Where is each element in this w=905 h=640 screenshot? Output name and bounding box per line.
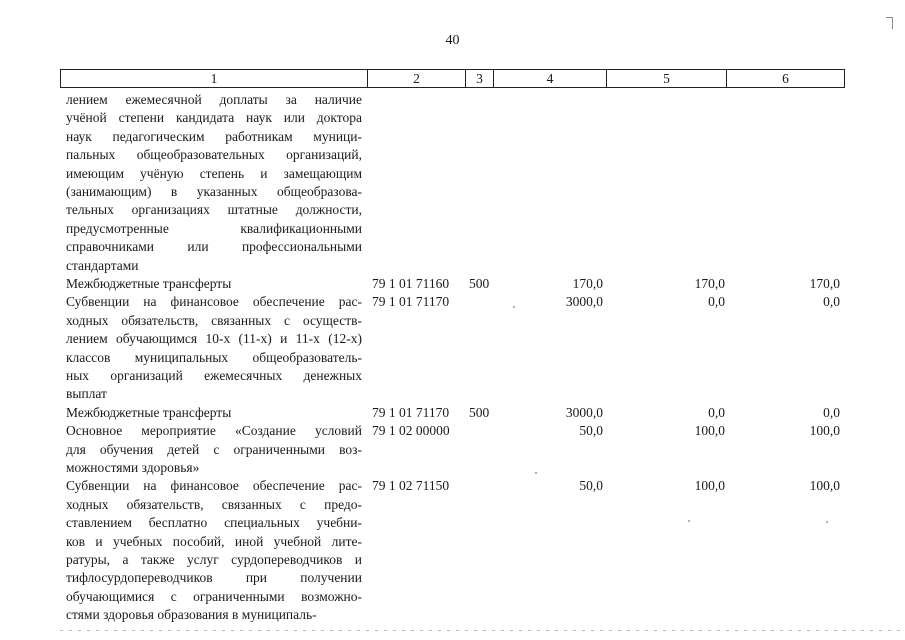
description-line: ходных обязательств, связанных с предо- [66,496,362,512]
table-row [0,404,905,422]
value-col-4: 50,0 [579,478,603,494]
description-line: тифлосурдопереводчиков при получении [66,570,362,586]
value-col-5: 100,0 [694,423,725,439]
value-col-6: 0,0 [823,294,840,310]
description-line: можностями здоровья» [66,460,200,475]
target-code: 79 1 01 71160 [372,276,450,291]
row-description [66,477,362,624]
row-description [66,293,362,403]
description-line: Межбюджетные трансферты [66,404,232,420]
description-line: выплат [66,386,107,402]
description-line: наук педагогическим работникам муници- [66,128,362,144]
value-col-5: 0,0 [708,294,725,310]
row-description [66,91,362,275]
value-col-5: 170,0 [694,276,725,291]
description-line: учёной степени кандидата наук или доктора [66,110,362,126]
header-col-1: 1 [61,70,368,87]
header-col-6: 6 [782,71,789,86]
scan-edge-line [60,630,900,631]
value-col-6: 0,0 [823,404,840,420]
description-line: ных организаций ежемесячных денежных [66,368,362,384]
table-row [0,477,905,624]
scan-speck [826,521,828,523]
description-line: Субвенции на финансовое обеспечение рас- [66,294,362,310]
description-line: ставлением бесплатно специальных учебни- [66,515,362,531]
description-line: стями здоровья образования в муниципаль- [66,607,317,623]
description-line: тельных организациях штатные должности, [66,202,362,218]
row-description [66,275,362,293]
value-col-5: 0,0 [708,404,725,420]
description-line: стандартами [66,257,139,273]
description-line: обучающимися с ограниченными возможно- [66,588,362,604]
description-line: Субвенции на финансовое обеспечение рас- [66,478,362,494]
value-col-6: 170,0 [809,276,840,291]
scan-speck [535,472,537,474]
description-line: предусмотренные квалификационными [66,220,362,236]
table-row [0,293,905,403]
target-code: 79 1 01 71170 [372,404,450,420]
page-number: 40 [445,33,460,48]
scan-speck [688,520,690,522]
value-col-4: 3000,0 [565,294,603,310]
description-line: (занимающим) в указанных общеобразова- [66,184,362,200]
target-code: 79 1 02 00000 [372,423,450,439]
table-row [0,91,905,275]
target-code: 79 1 02 71150 [372,478,450,494]
value-col-6: 100,0 [809,423,840,439]
expense-type: 500 [469,276,490,291]
row-description [66,404,362,422]
value-col-4: 170,0 [572,276,603,291]
scan-corner-mark [886,17,893,29]
description-line: классов муниципальных общеобразователь- [66,349,362,365]
description-line: пальных общеобразовательных организаций, [66,147,362,163]
header-col-5: 5 [607,70,727,87]
description-line: лением обучающимся 10-х (11-х) и 11-х (12-х) [66,331,362,347]
scan-speck [513,306,515,308]
table-header [60,69,845,88]
target-code: 79 1 01 71170 [372,294,450,310]
row-description [66,422,362,477]
value-col-4: 3000,0 [565,404,603,420]
value-col-5: 100,0 [694,478,725,494]
description-line: ходных обязательств, связанных с осуществ- [66,312,362,328]
description-line: справочниками или профессиональными [66,239,362,255]
expense-type: 500 [469,404,490,420]
table-row [0,422,905,477]
description-line: лением ежемесячной доплаты за наличие [66,92,362,107]
description-line: ков и учебных пособий, иной учебной лите- [66,533,362,549]
description-line: ратуры, а также услуг сурдопереводчиков и [66,552,362,568]
description-line: для обучения детей с ограниченными воз- [66,441,362,457]
header-col-4: 4 [494,70,607,87]
description-line: Основное мероприятие «Создание условий [66,423,362,439]
description-line: Межбюджетные трансферты [66,276,232,291]
value-col-4: 50,0 [579,423,603,439]
value-col-6: 100,0 [809,478,840,494]
table-row [0,275,905,293]
header-col-2: 2 [368,70,466,87]
header-col-3: 3 [466,70,494,87]
description-line: имеющим учёную степень и замещающим [66,165,362,181]
